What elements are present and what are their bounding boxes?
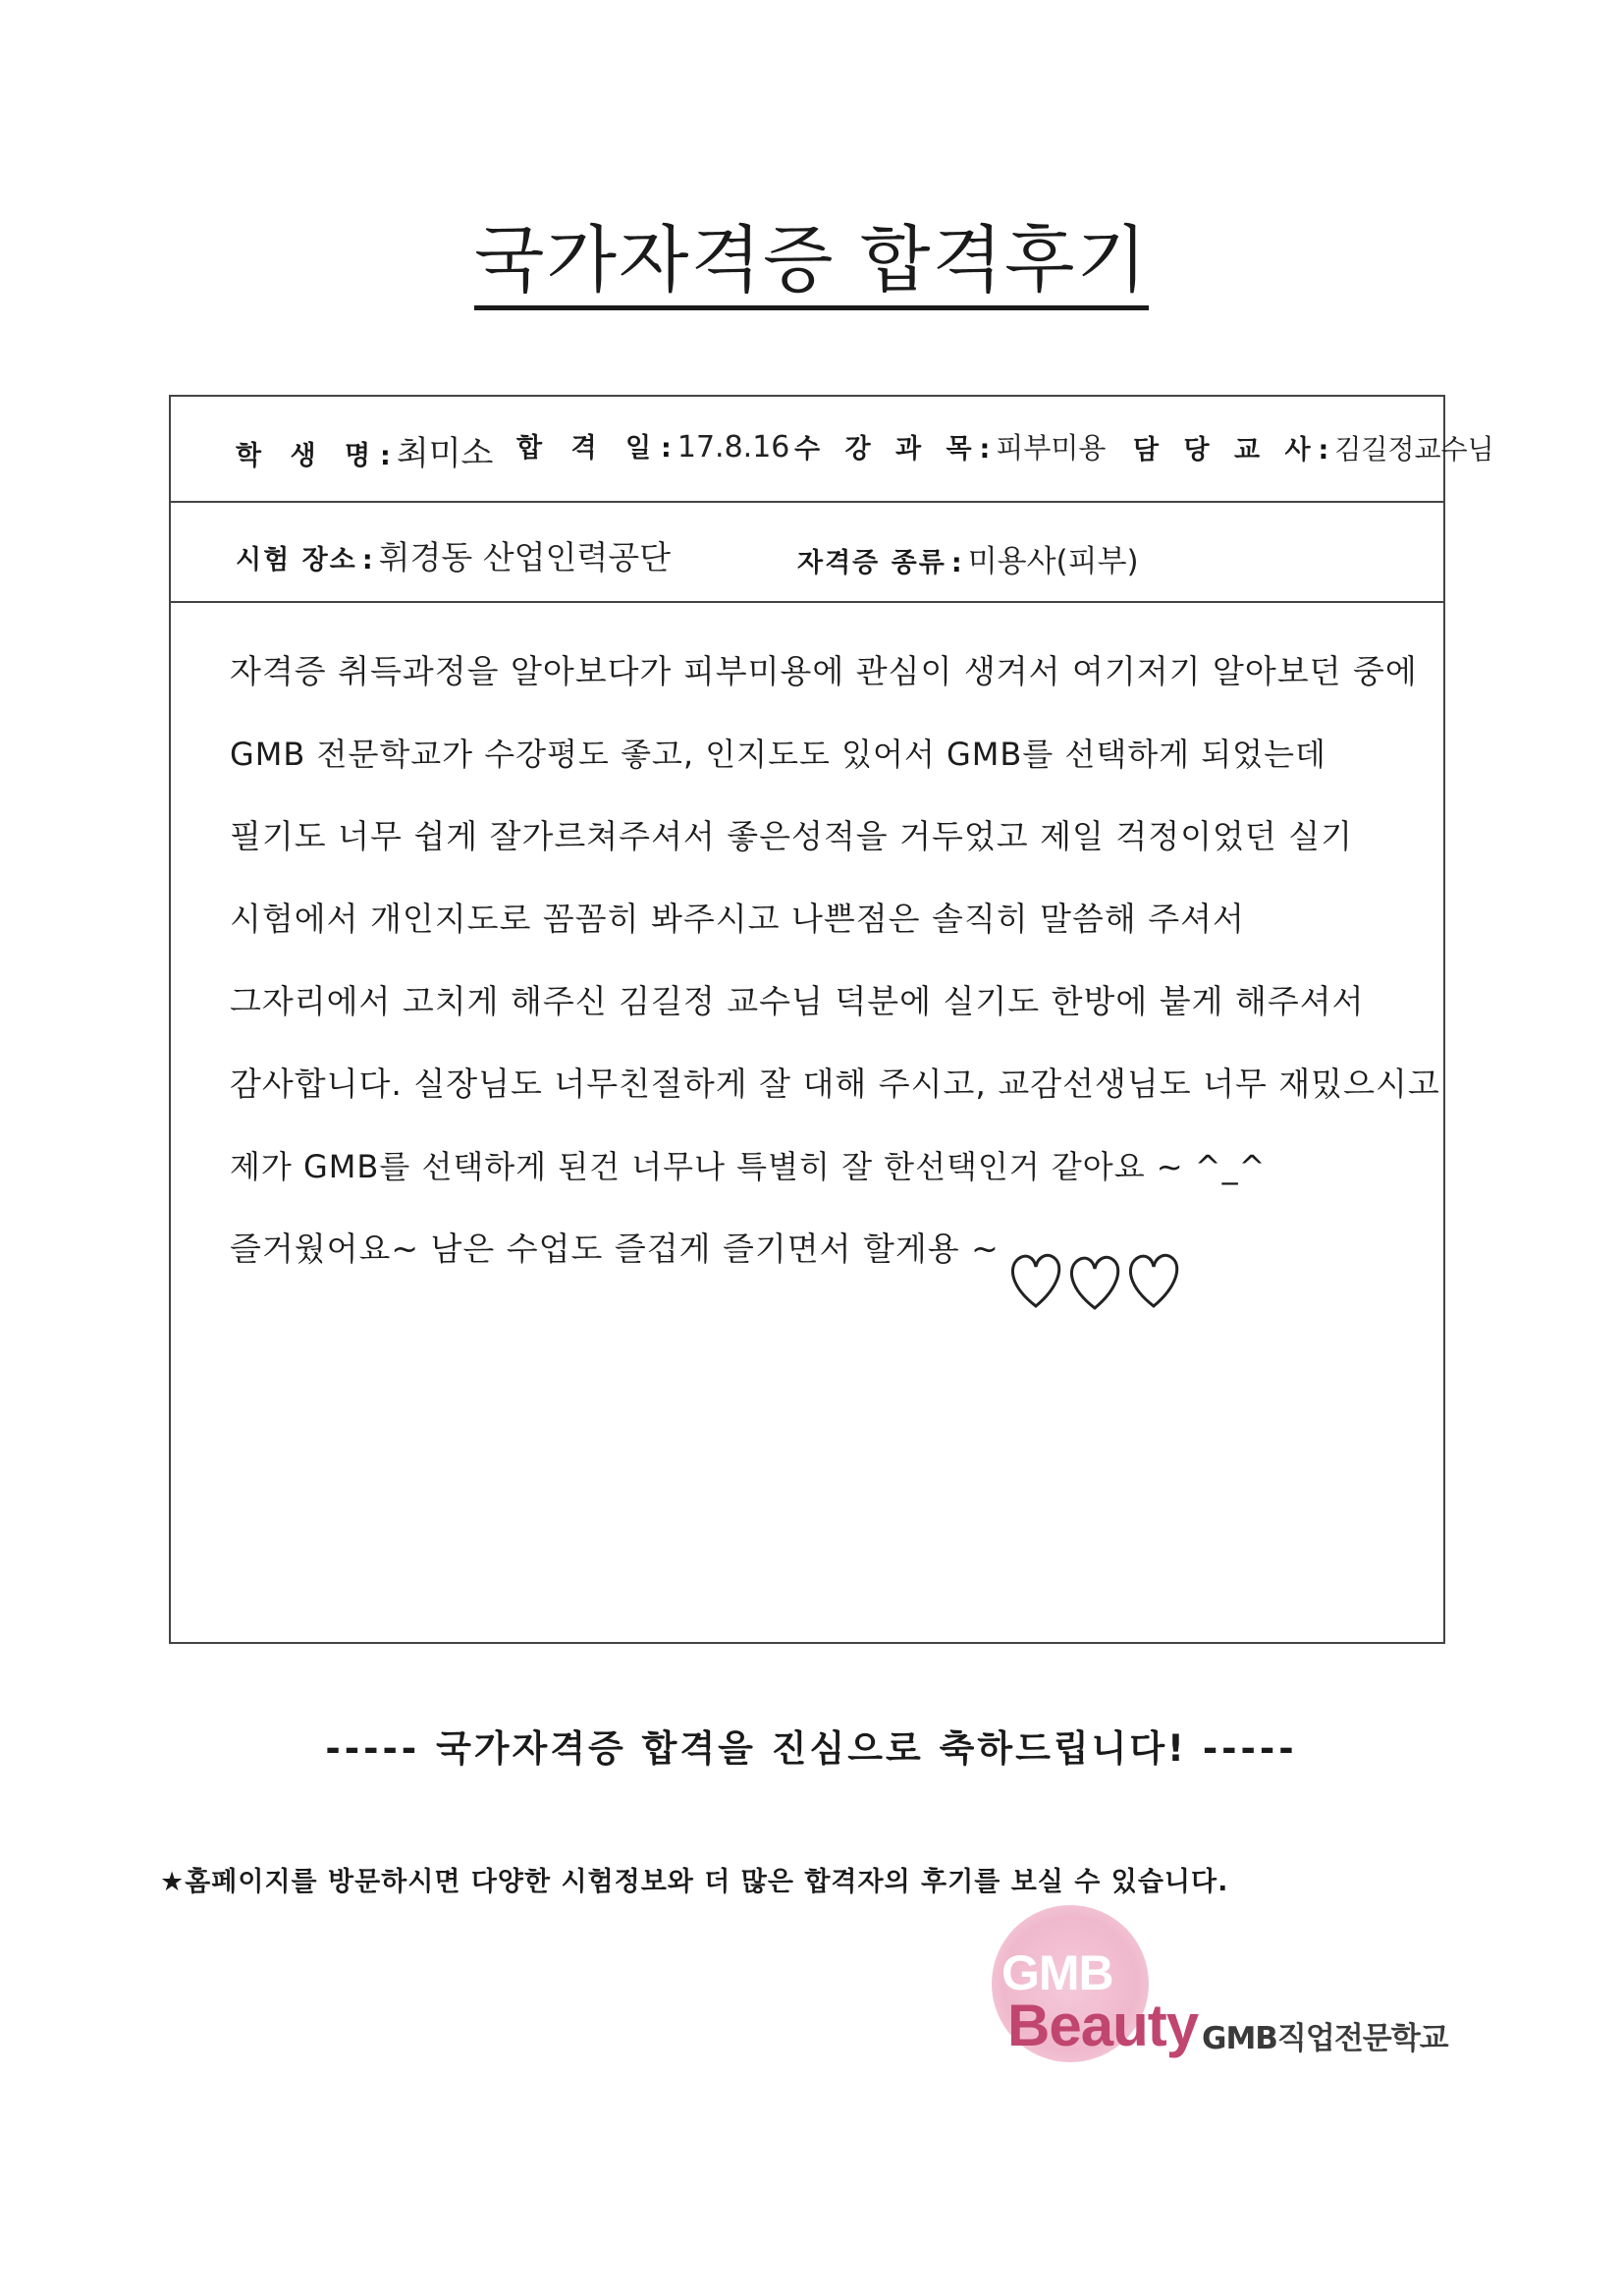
cert-type-value: 미용사(피부) xyxy=(967,544,1139,579)
student-label: 학 생 명 xyxy=(236,441,381,471)
teacher-label: 담 당 교 사 xyxy=(1133,435,1319,465)
exam-place-colon: : xyxy=(361,545,373,575)
page-title-text: 국가자격증 합격후기 xyxy=(474,219,1149,310)
exam-place-field xyxy=(236,532,671,578)
cert-type-label: 자격증 종류 xyxy=(797,548,947,578)
review-form xyxy=(169,395,1494,1644)
exam-place-value: 휘경동 산업인력공단 xyxy=(378,538,672,576)
student-value: 최미소 xyxy=(396,434,494,473)
page-title xyxy=(0,218,1623,310)
student-field xyxy=(236,426,493,474)
course-value: 피부미용 xyxy=(996,431,1107,465)
course-field xyxy=(794,426,1106,466)
teacher-field xyxy=(1133,428,1494,467)
cert-type-colon: : xyxy=(950,548,962,578)
review-line: 즐거웠어요~ 남은 수업도 즐겁게 즐기면서 할게용 ~ xyxy=(230,1230,1000,1268)
hearts-group xyxy=(1006,1245,1183,1318)
review-line: 제가 GMB를 선택하게 된건 너무나 특별히 잘 한선택인거 같아요 ~ ^_^ xyxy=(230,1148,1267,1185)
course-label: 수 강 과 목 xyxy=(794,434,980,465)
info-row-2 xyxy=(171,503,1443,603)
pass-date-colon: : xyxy=(661,433,672,464)
pass-date-label: 합 격 일 xyxy=(516,433,662,464)
review-line: 그자리에서 고치게 해주신 김길정 교수님 덕분에 실기도 한방에 붙게 해주셔서 xyxy=(230,982,1365,1020)
congrats-text: 국가자격증 합격을 진심으로 축하드립니다! xyxy=(436,1727,1187,1770)
review-line: 시험에서 개인지도로 꼼꼼히 봐주시고 나쁜점은 솔직히 말씀해 주셔서 xyxy=(230,900,1245,938)
cert-type-field xyxy=(797,536,1139,580)
info-row-1 xyxy=(171,397,1494,503)
pass-date-value: 17.8.16 xyxy=(676,430,790,465)
course-colon: : xyxy=(979,434,991,465)
school-logo xyxy=(992,1905,1502,2082)
student-colon: : xyxy=(380,441,391,471)
exam-place-label: 시험 장소 xyxy=(236,545,357,575)
logo-school-name: GMB직업전문학교 xyxy=(1202,2021,1448,2056)
heart-icon xyxy=(1006,1245,1183,1314)
teacher-value: 김길정교수님 xyxy=(1334,433,1494,465)
pass-date-field xyxy=(516,426,789,465)
congrats-dash-left: ----- xyxy=(325,1727,421,1770)
congrats-dash-right: ----- xyxy=(1202,1727,1298,1770)
teacher-colon: : xyxy=(1318,435,1329,465)
review-line: 자격증 취득과정을 알아보다가 피부미용에 관심이 생겨서 여기저기 알아보던 중에 xyxy=(230,652,1418,690)
review-line: 감사합니다. 실장님도 너무친절하게 잘 대해 주시고, 교감선생님도 너무 재밌으시고 xyxy=(230,1065,1440,1103)
review-line: 필기도 너무 쉽게 잘가르쳐주셔서 좋은성적을 거두었고 제일 걱정이었던 실기 xyxy=(230,817,1354,855)
logo-beauty-text: Beauty xyxy=(1007,1993,1199,2058)
review-body xyxy=(230,630,1440,1290)
congrats-message xyxy=(0,1719,1623,1772)
logo-gmb-text: GMB xyxy=(1001,1945,1113,2000)
homepage-notice: ★홈페이지를 방문하시면 다양한 시험정보와 더 많은 합격자의 후기를 보실 수 있습니다. xyxy=(160,1867,1229,1897)
review-line: GMB 전문학교가 수강평도 좋고, 인지도도 있어서 GMB를 선택하게 되었는데 xyxy=(230,736,1326,773)
